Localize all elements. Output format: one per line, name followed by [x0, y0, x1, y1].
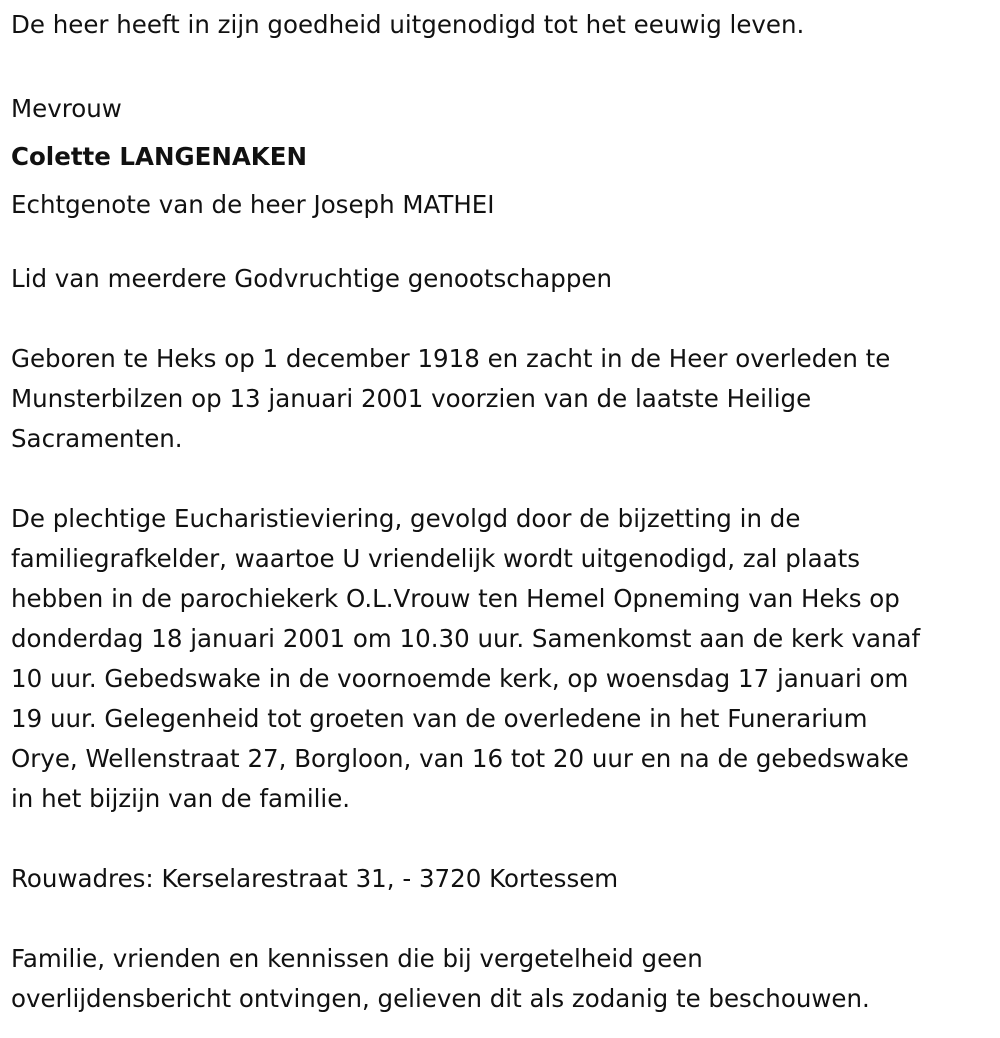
- spacer: [11, 459, 991, 499]
- paragraph-line: 10 uur. Gebedswake in de voornoemde kerk, op woensdag 17 januari om: [11, 664, 909, 693]
- paragraph-line: Orye, Wellenstraat 27, Borgloon, van 16 tot 20 uur en na de gebedswake: [11, 744, 909, 773]
- paragraph-line: overlijdensbericht ontvingen, gelieven dit als zodanig te beschouwen.: [11, 984, 870, 1013]
- spacer: [11, 45, 991, 85]
- intro-text: De heer heeft in zijn goedheid uitgenodigd tot het eeuwig leven.: [11, 10, 805, 39]
- paragraph-line: Familie, vrienden en kennissen die bij vergetelheid geen: [11, 944, 703, 973]
- paragraph-line: Sacramenten.: [11, 424, 183, 453]
- paragraph-line: hebben in de parochiekerk O.L.Vrouw ten Hemel Opneming van Heks op: [11, 584, 900, 613]
- deceased-name: Colette LANGENAKEN: [11, 142, 308, 171]
- spacer: [11, 229, 991, 259]
- ceremony-paragraph: [11, 499, 991, 819]
- spacer: [11, 899, 991, 939]
- mourning-address: Rouwadres: Kerselarestraat 31, - 3720 Kortessem: [11, 864, 619, 893]
- birth-death-paragraph: [11, 339, 991, 459]
- paragraph-line: 19 uur. Gelegenheid tot groeten van de overledene in het Funerarium: [11, 704, 868, 733]
- paragraph-line: Munsterbilzen op 13 januari 2001 voorzien van de laatste Heilige: [11, 384, 812, 413]
- salutation: Mevrouw: [11, 94, 122, 123]
- paragraph-line: donderdag 18 januari 2001 om 10.30 uur. Samenkomst aan de kerk vanaf: [11, 624, 921, 653]
- closing-paragraph: [11, 939, 991, 1019]
- paragraph-line: in het bijzijn van de familie.: [11, 784, 351, 813]
- spacer: [11, 299, 991, 339]
- spouse-line: Echtgenote van de heer Joseph MATHEI: [11, 190, 495, 219]
- membership-line: Lid van meerdere Godvruchtige genootschappen: [11, 264, 612, 293]
- obituary-notice: [11, 0, 991, 1019]
- spacer: [11, 819, 991, 859]
- paragraph-line: familiegrafkelder, waartoe U vriendelijk wordt uitgenodigd, zal plaats: [11, 544, 861, 573]
- paragraph-line: De plechtige Eucharistieviering, gevolgd door de bijzetting in de: [11, 504, 801, 533]
- paragraph-line: Geboren te Heks op 1 december 1918 en zacht in de Heer overleden te: [11, 344, 891, 373]
